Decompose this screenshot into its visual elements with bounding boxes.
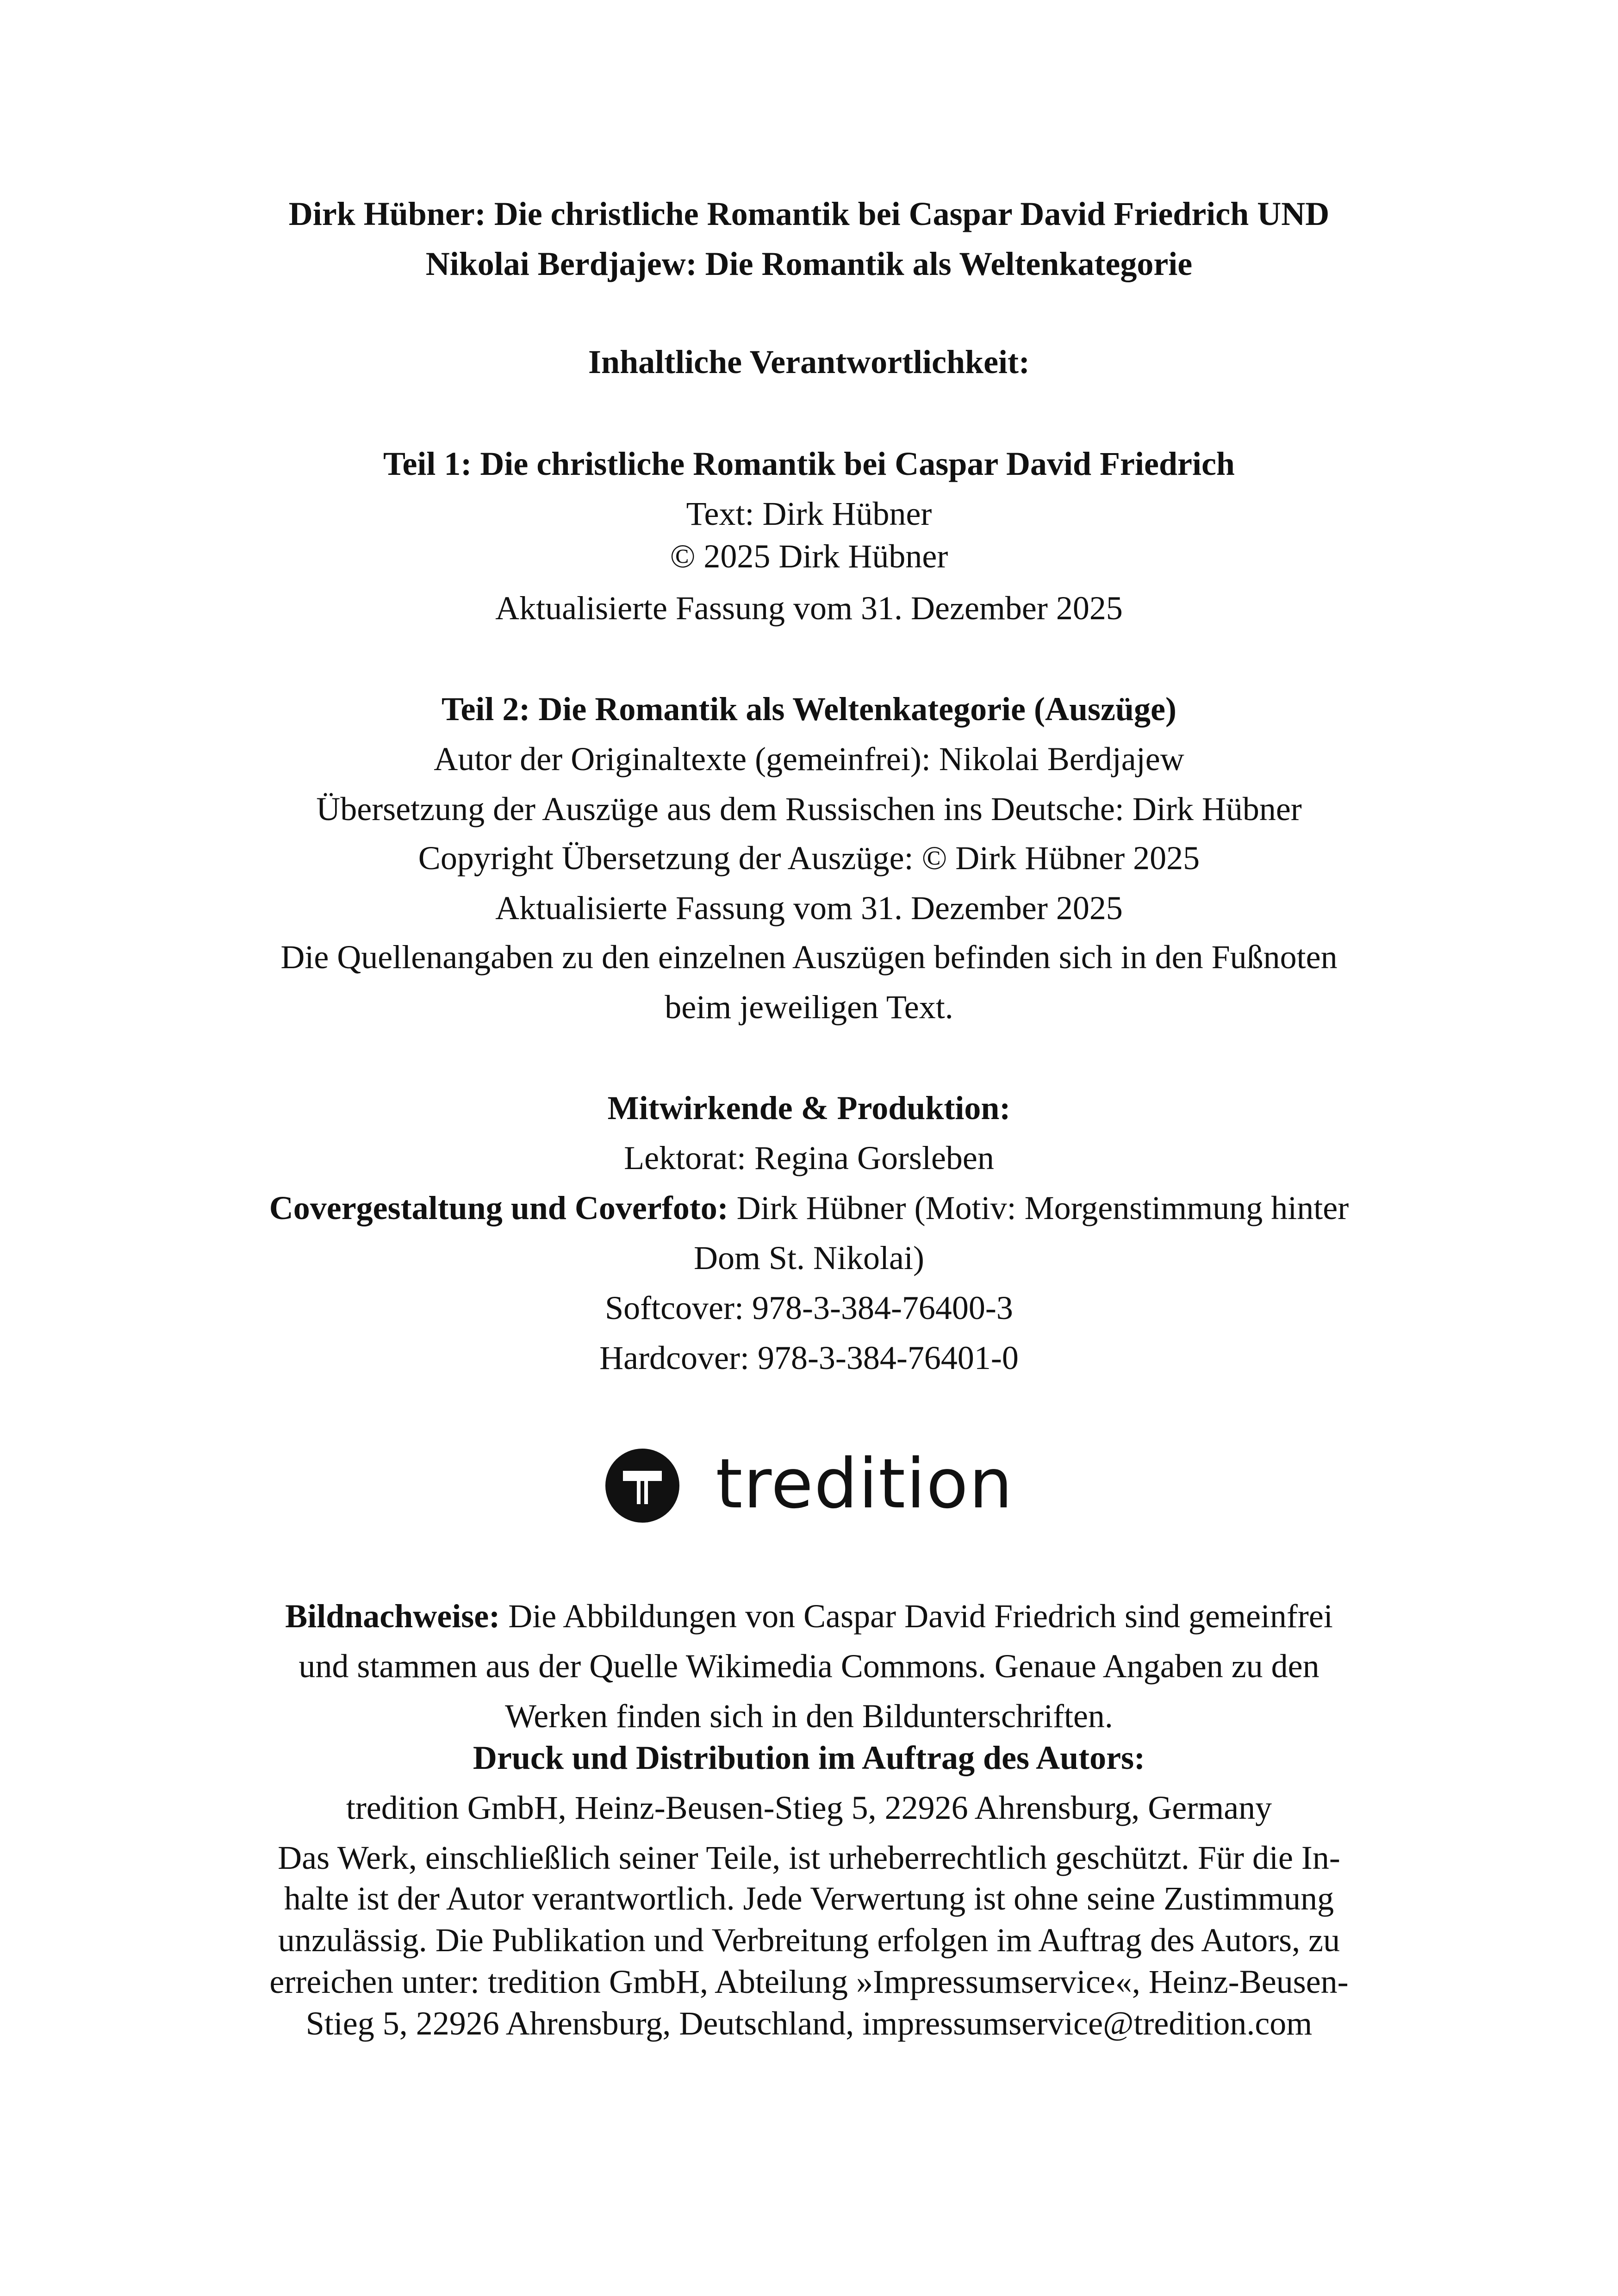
credits-label: Bildnachweise:: [285, 1598, 500, 1635]
production-heading: Mitwirkende & Produktion:: [607, 1089, 1011, 1126]
production-cover-line-2: Dom St. Nikolai): [694, 1239, 924, 1276]
part1-text-credit: Text: Dirk Hübner: [686, 495, 932, 532]
distribution-address: tredition GmbH, Heinz-Beusen-Stieg 5, 22926 Ahrensburg, Germany: [346, 1789, 1272, 1826]
legal-line-4: erreichen unter: tredition GmbH, Abteilung »Impressumservice«, Heinz-Beusen-: [269, 1963, 1349, 2000]
part2-heading: Teil 2: Die Romantik als Weltenkategorie (Auszüge): [442, 691, 1176, 728]
part2-copyright: Copyright Übersetzung der Auszüge: © Dirk Hübner 2025: [418, 840, 1200, 877]
production-hardcover: Hardcover: 978-3-384-76401-0: [599, 1339, 1019, 1376]
tredition-logo: [0, 1437, 1618, 1534]
part1-heading: Teil 1: Die christliche Romantik bei Caspar David Friedrich: [383, 445, 1235, 482]
part2-sources-line-1: Die Quellenangaben zu den einzelnen Auszügen befinden sich in den Fußnoten: [280, 939, 1338, 976]
production-cover-label: Covergestaltung und Coverfoto:: [269, 1189, 728, 1226]
distribution-heading: Druck und Distribution im Auftrag des Autors:: [473, 1739, 1145, 1776]
credits-text-1: Die Abbildungen von Caspar David Friedrich sind gemeinfrei: [500, 1598, 1333, 1635]
production-lektorat: Lektorat: Regina Gorsleben: [624, 1139, 994, 1176]
part1-copyright: © 2025 Dirk Hübner: [670, 538, 948, 575]
part1-version: Aktualisierte Fassung vom 31. Dezember 2025: [495, 590, 1123, 627]
tredition-t-icon: [605, 1449, 679, 1523]
credits-line-1: [157, 1597, 1461, 1636]
title-line-2: Nikolai Berdjajew: Die Romantik als Weltenkategorie: [425, 245, 1193, 282]
responsibility-heading: Inhaltliche Verantwortlichkeit:: [588, 343, 1030, 380]
credits-line-2: und stammen aus der Quelle Wikimedia Commons. Genaue Angaben zu den: [299, 1648, 1319, 1685]
part2-translation: Übersetzung der Auszüge aus dem Russischen ins Deutsche: Dirk Hübner: [316, 790, 1302, 828]
credits-line-3: Werken finden sich in den Bildunterschriften.: [505, 1698, 1113, 1735]
production-cover-line-1: [157, 1188, 1461, 1227]
title-line-1: Dirk Hübner: Die christliche Romantik bei Caspar David Friedrich UND: [288, 195, 1330, 232]
part2-version: Aktualisierte Fassung vom 31. Dezember 2025: [495, 890, 1123, 927]
legal-line-5: Stieg 5, 22926 Ahrensburg, Deutschland, impressumservice@tredition.com: [305, 2005, 1313, 2042]
part2-author: Autor der Originaltexte (gemeinfrei): Nikolai Berdjajew: [434, 740, 1184, 778]
tredition-wordmark: tredition: [716, 1444, 1014, 1524]
production-softcover: Softcover: 978-3-384-76400-3: [605, 1289, 1013, 1326]
part2-sources-line-2: beim jeweiligen Text.: [665, 989, 953, 1026]
production-cover-value: Dirk Hübner (Motiv: Morgenstimmung hinter: [728, 1189, 1349, 1226]
legal-line-1: Das Werk, einschließlich seiner Teile, ist urheberrechtlich geschützt. Für die In-: [278, 1839, 1340, 1876]
legal-line-2: halte ist der Autor verantwortlich. Jede Verwertung ist ohne seine Zustimmung: [284, 1880, 1334, 1917]
legal-line-3: unzulässig. Die Publikation und Verbreitung erfolgen im Auftrag des Autors, zu: [278, 1922, 1340, 1959]
